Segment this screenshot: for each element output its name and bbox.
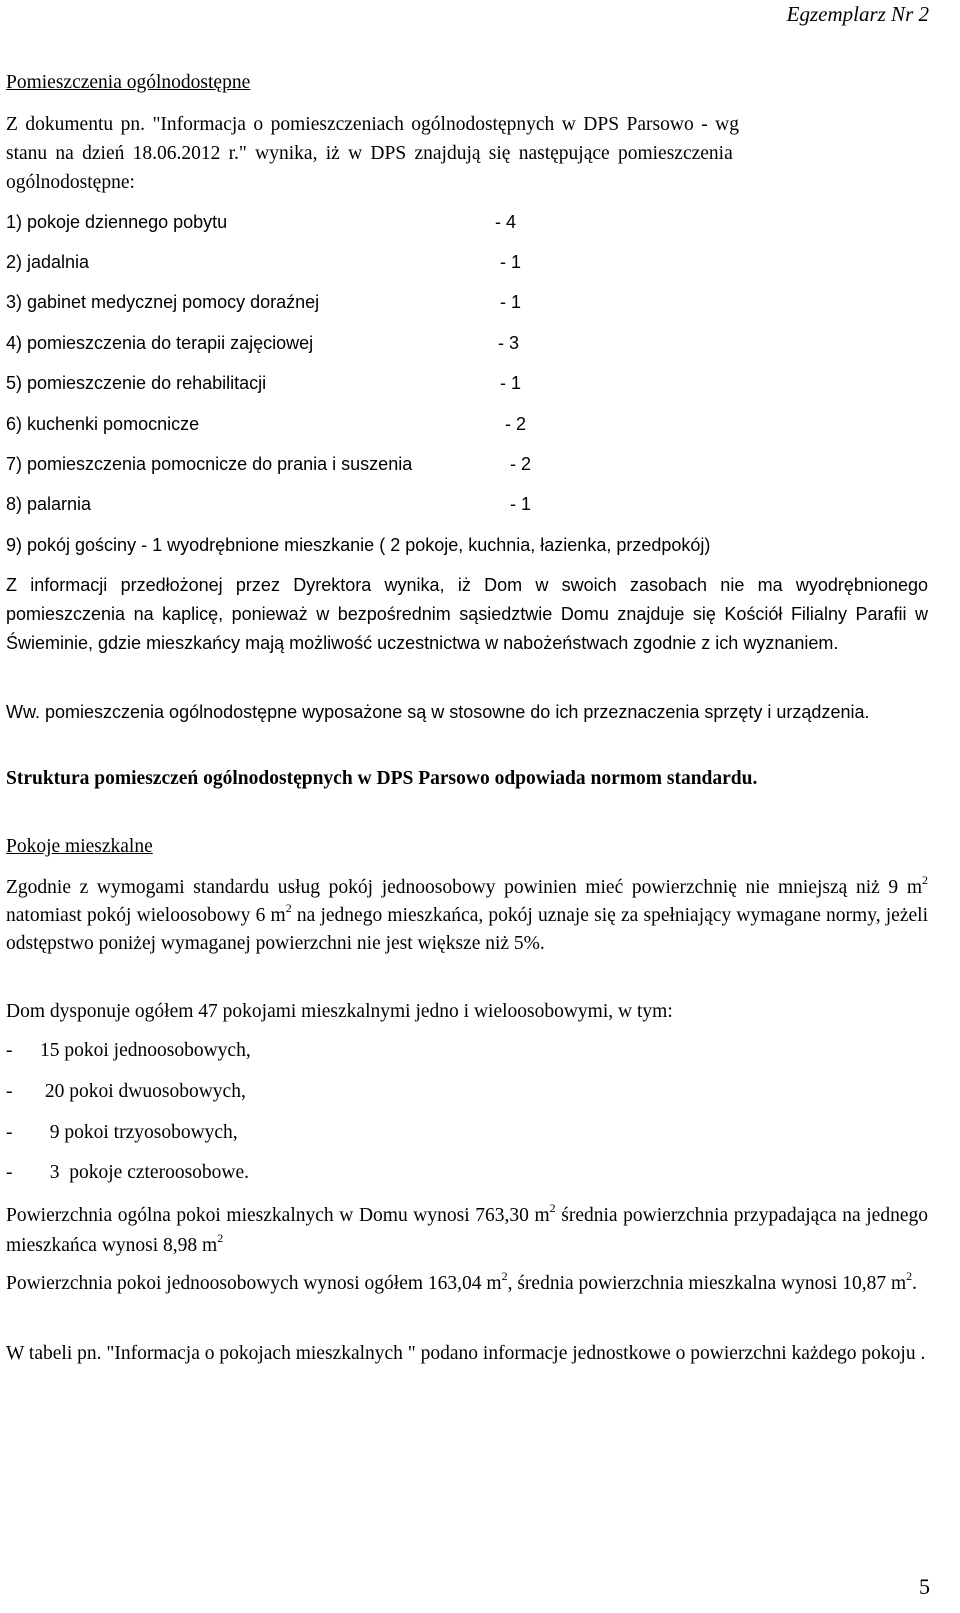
list-item <box>6 1162 249 1184</box>
list-item: 6) kuchenki pomocnicze <box>6 414 200 434</box>
list-item-text: 15 pokoi jednoosobowych, <box>40 1040 251 1061</box>
list-item: 1) pokoje dziennego pobytu <box>6 212 228 232</box>
single-area-text-2: , średnia powierzchnia mieszkalna wynosi 10,87 m <box>507 1273 907 1294</box>
chapel-paragraph: Z informacji przedłożonej przez Dyrektora wynika, iż Dom w swoich zasobach nie ma wyodrębnionego pomieszczenia na kaplicę, ponieważ w bezpośrednim sąsiedztwie Domu znajduje się Kościół Filialny Parafii w Świeminie, gdzie mieszkańcy mają możliwość uczestnictwa w nabożeństwach zgodnie z ich wyznaniem. <box>6 575 928 653</box>
superscript: 2 <box>549 1201 556 1215</box>
list-item-count: - 1 <box>500 292 522 312</box>
list-item: 8) palarnia <box>6 494 92 514</box>
section-title-common-rooms: Pomieszczenia ogólnodostępne <box>6 72 251 93</box>
list-item-text: 20 pokoi dwuosobowych, <box>40 1081 246 1102</box>
list-item-count: - 1 <box>500 252 522 272</box>
single-area-text-3: . <box>912 1273 918 1294</box>
list-item-count: - 2 <box>510 454 532 474</box>
table-reference-paragraph: W tabeli pn. "Informacja o pokojach mieszkalnych " podano informacje jednostkowe o powierzchni każdego pokoju . <box>6 1343 926 1364</box>
superscript: 2 <box>217 1231 224 1245</box>
list-item-count: - 1 <box>510 494 532 514</box>
list-item: 7) pomieszczenia pomocnicze do prania i suszenia <box>6 454 413 474</box>
copy-number-label: Egzemplarz Nr 2 <box>786 2 929 26</box>
superscript: 2 <box>922 873 928 887</box>
list-item <box>6 1122 238 1144</box>
page-number: 5 <box>919 1574 930 1599</box>
standard-text-2: natomiast pokój wieloosobowy 6 m <box>6 905 286 926</box>
list-item: 5) pomieszczenie do rehabilitacji <box>6 373 267 393</box>
intro-line-3: ogólnodostępne: <box>6 172 135 193</box>
list-item <box>6 1081 246 1103</box>
list-dash: - <box>6 1122 13 1143</box>
single-area-text-1: Powierzchnia pokoi jednoosobowych wynosi ogółem 163,04 m <box>6 1273 502 1294</box>
single-rooms-paragraph <box>6 1269 928 1299</box>
intro-line-2: stanu na dzień 18.06.2012 r." wynika, iż w DPS znajdują się następujące pomieszczenia <box>6 143 733 164</box>
superscript: 2 <box>501 1269 508 1283</box>
total-area-paragraph <box>6 1201 928 1261</box>
list-item-count: - 3 <box>498 333 520 353</box>
standard-text-1: Zgodnie z wymogami standardu usług pokój jednoosobowy powinien mieć powierzchnię nie mniejszą niż 9 m <box>6 877 922 898</box>
list-item-count: - 2 <box>505 414 527 434</box>
total-area-text-2: średnia powierzchnia przypadająca na jednego mieszkańca wynosi 8,98 m <box>6 1205 928 1256</box>
list-item: 2) jadalnia <box>6 252 90 272</box>
list-item: 3) gabinet medycznej pomocy doraźnej <box>6 292 320 312</box>
rooms-intro: Dom dysponuje ogółem 47 pokojami mieszkalnymi jedno i wieloosobowymi, w tym: <box>6 1001 673 1022</box>
superscript: 2 <box>906 1269 913 1283</box>
total-area-text-1: Powierzchnia ogólna pokoi mieszkalnych w Domu wynosi 763,30 m <box>6 1205 550 1226</box>
superscript: 2 <box>285 901 292 915</box>
list-dash: - <box>6 1081 13 1102</box>
standard-text-3: na jednego mieszkańca, pokój uznaje się za spełniający wymagane normy, jeżeli odstępstwo poniżej wymaganej powierzchni nie jest większe niż 5%. <box>6 905 928 954</box>
list-item <box>6 1040 251 1062</box>
standard-paragraph <box>6 874 928 958</box>
list-item-count: - 4 <box>495 212 517 232</box>
list-dash: - <box>6 1040 13 1061</box>
list-item: 4) pomieszczenia do terapii zajęciowej <box>6 333 314 353</box>
list-dash: - <box>6 1162 13 1183</box>
intro-line-1: Z dokumentu pn. "Informacja o pomieszczeniach ogólnodostępnych w DPS Parsowo - wg <box>6 114 739 135</box>
conclusion-paragraph: Struktura pomieszczeń ogólnodostępnych w DPS Parsowo odpowiada normom standardu. <box>6 768 758 789</box>
list-item-count: - 1 <box>500 373 522 393</box>
equipment-paragraph: Ww. pomieszczenia ogólnodostępne wyposażone są w stosowne do ich przeznaczenia sprzęty i urządzenia. <box>6 702 870 722</box>
list-item-text: 3 pokoje czteroosobowe. <box>40 1162 250 1183</box>
list-item: 9) pokój gościny - 1 wyodrębnione mieszkanie ( 2 pokoje, kuchnia, łazienka, przedpokój) <box>6 535 711 555</box>
section-title-living-rooms: Pokoje mieszkalne <box>6 836 153 857</box>
list-item-text: 9 pokoi trzyosobowych, <box>40 1122 238 1143</box>
